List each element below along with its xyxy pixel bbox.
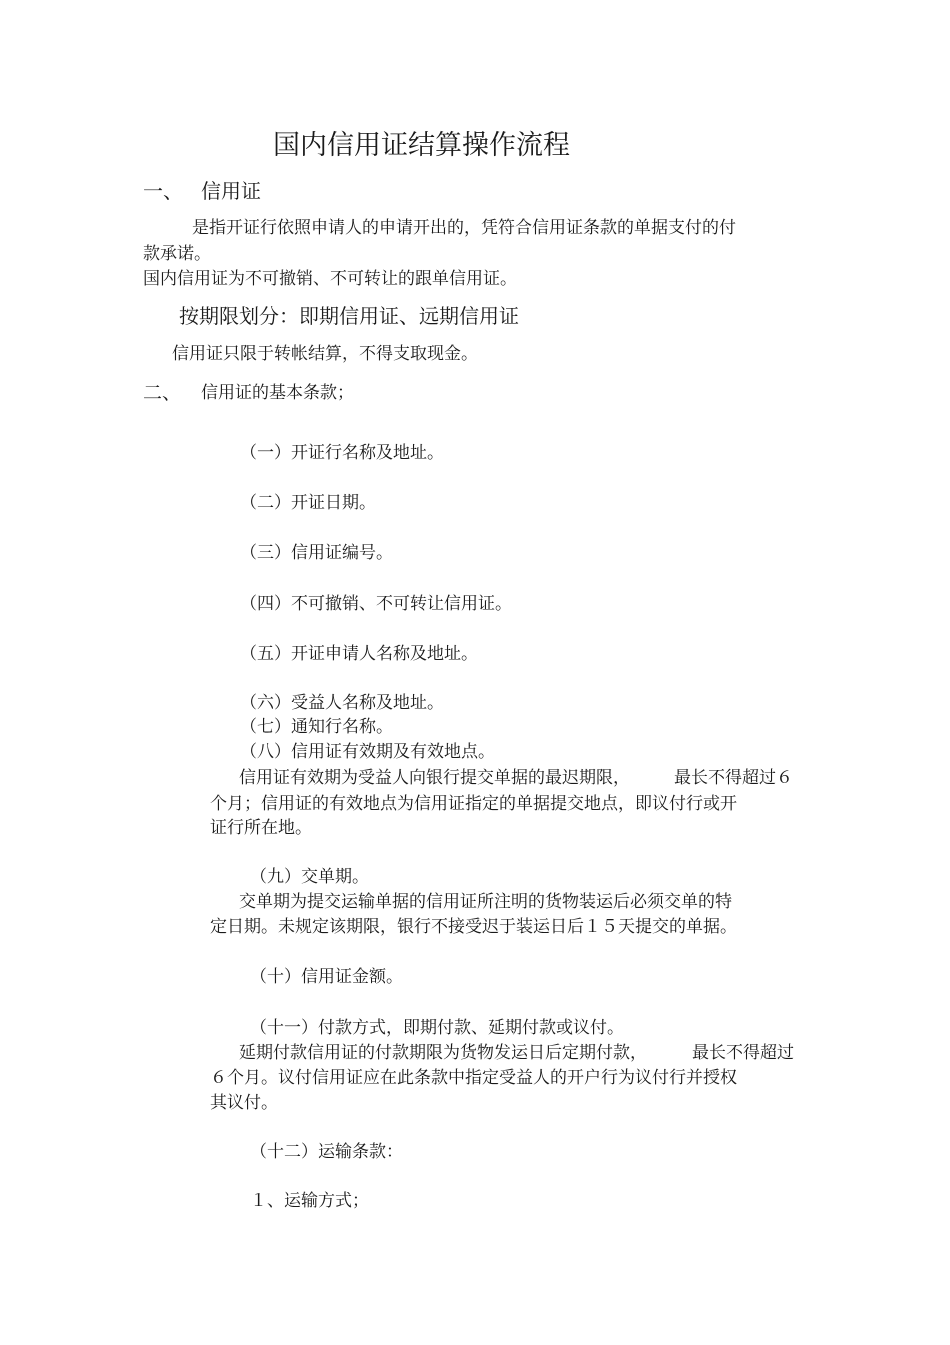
validity-desc-line-2: 个月；信用证的有效地点为信用证指定的单据提交地点，即议付行或开 (210, 794, 737, 814)
clause-item: （二）开证日期。 (240, 493, 376, 513)
term-division: 按期限划分：即期信用证、远期信用证 (179, 304, 519, 328)
transport-sub-item: １、运输方式； (250, 1191, 369, 1211)
clause-item: （五）开证申请人名称及地址。 (240, 644, 478, 664)
clause-item: （九）交单期。 (250, 867, 369, 887)
clause-item: （六）受益人名称及地址。 (240, 693, 444, 713)
section-2-heading: 信用证的基本条款； (201, 383, 354, 403)
clause-item: （十二）运输条款： (250, 1142, 403, 1162)
presentation-desc-line-2: 定日期。未规定该期限，银行不接受迟于装运日后１５天提交的单据。 (210, 917, 737, 937)
payment-desc-line-3: 其议付。 (210, 1093, 278, 1113)
validity-desc-line-3: 证行所在地。 (210, 818, 312, 838)
validity-desc-line-1a: 信用证有效期为受益人向银行提交单据的最迟期限， (239, 768, 630, 788)
page-title: 国内信用证结算操作流程 (273, 130, 570, 161)
clause-item: （四）不可撤销、不可转让信用证。 (240, 594, 512, 614)
clause-item: （一）开证行名称及地址。 (240, 443, 444, 463)
payment-desc-line-1b: 最长不得超过 (692, 1043, 794, 1063)
section-1-number: 一、 (143, 179, 183, 203)
clause-item: （十）信用证金额。 (250, 967, 403, 987)
validity-desc-line-1b: 最长不得超过６ (674, 768, 793, 788)
definition-line-2: 款承诺。 (143, 244, 211, 264)
clause-item: （三）信用证编号。 (240, 543, 393, 563)
transfer-restriction: 信用证只限于转帐结算，不得支取现金。 (172, 344, 478, 364)
presentation-desc-line-1: 交单期为提交运输单据的信用证所注明的货物装运后必须交单的特 (239, 892, 732, 912)
clause-item: （七）通知行名称。 (240, 717, 393, 737)
definition-line-1: 是指开证行依照申请人的申请开出的，凭符合信用证条款的单据支付的付 (192, 218, 736, 238)
payment-desc-line-1a: 延期付款信用证的付款期限为货物发运日后定期付款， (239, 1043, 647, 1063)
section-1-heading: 信用证 (201, 179, 261, 203)
section-2-number: 二、 (143, 382, 182, 404)
clause-item: （十一）付款方式，即期付款、延期付款或议付。 (250, 1018, 624, 1038)
payment-desc-line-2: ６个月。议付信用证应在此条款中指定受益人的开户行为议付行并授权 (210, 1068, 737, 1088)
domestic-lc-note: 国内信用证为不可撤销、不可转让的跟单信用证。 (143, 269, 517, 289)
clause-item: （八）信用证有效期及有效地点。 (240, 742, 495, 762)
